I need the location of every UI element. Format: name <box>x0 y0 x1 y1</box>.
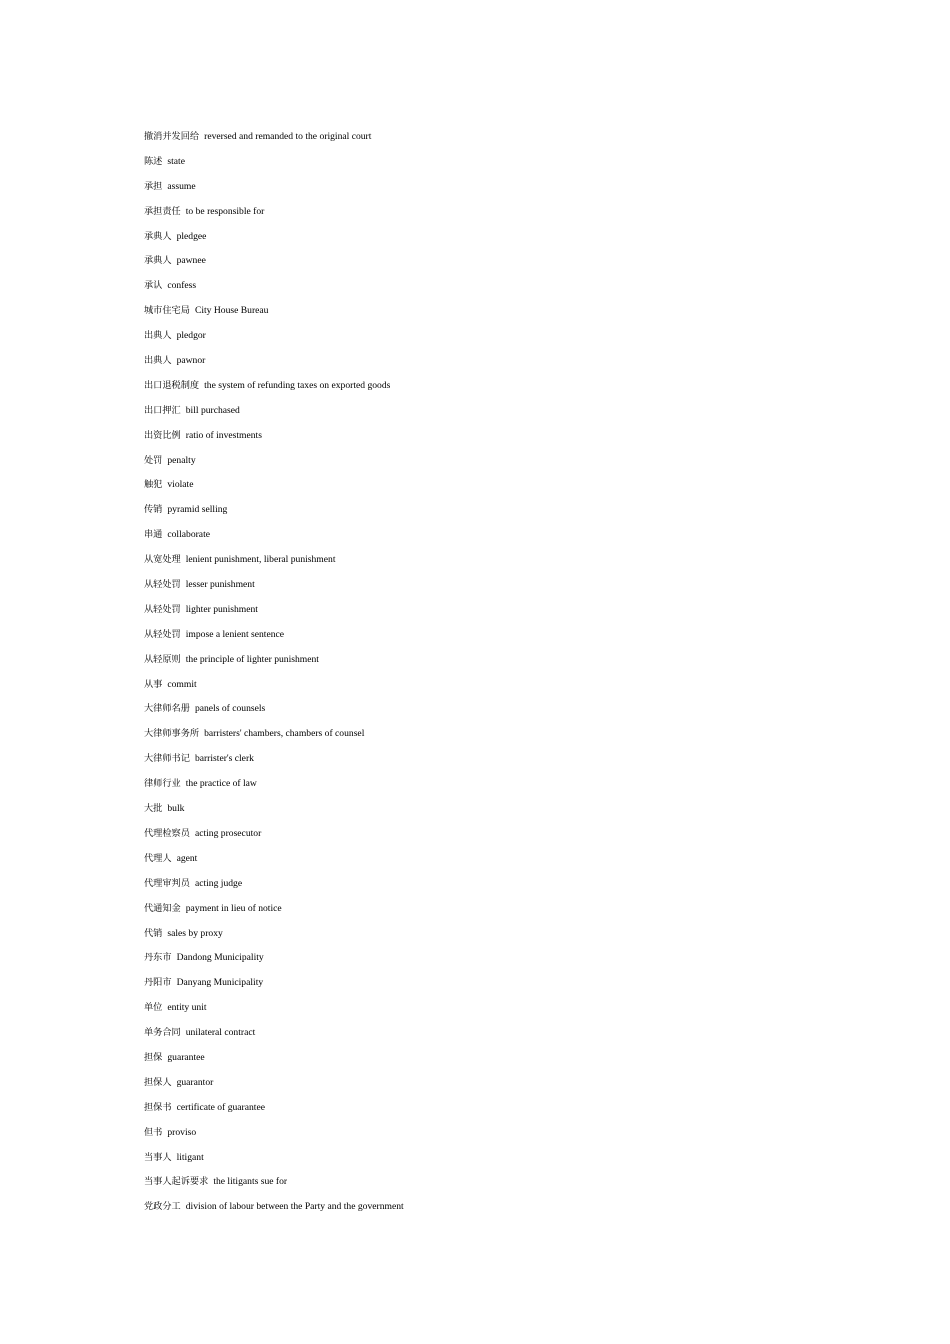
english-term: lesser punishment <box>185 579 255 591</box>
glossary-entry <box>144 451 844 476</box>
chinese-term: 从轻处罚 <box>144 603 181 615</box>
chinese-term: 出资比例 <box>144 429 181 441</box>
chinese-term: 触犯 <box>144 479 163 491</box>
glossary-entry <box>144 276 844 301</box>
glossary-entry <box>144 824 844 849</box>
english-term: certificate of guarantee <box>176 1101 265 1113</box>
chinese-term: 出典人 <box>144 330 172 342</box>
glossary-entry <box>144 1048 844 1073</box>
glossary-entry <box>144 849 844 874</box>
glossary-entry <box>144 177 844 202</box>
english-term: pledgee <box>176 230 207 242</box>
chinese-term: 代理人 <box>144 852 172 864</box>
english-term: ratio of investments <box>185 429 262 441</box>
chinese-term: 处罚 <box>144 454 163 466</box>
glossary-entry <box>144 550 844 575</box>
english-term: to be responsible for <box>185 205 265 217</box>
english-term: confess <box>167 280 197 292</box>
chinese-term: 代销 <box>144 927 163 939</box>
english-term: acting prosecutor <box>194 827 262 839</box>
glossary-entry <box>144 426 844 451</box>
glossary-entry <box>144 401 844 426</box>
chinese-term: 当事人起诉要求 <box>144 1176 209 1188</box>
english-term: penalty <box>167 454 196 466</box>
english-term: guarantor <box>176 1076 214 1088</box>
english-term: division of labour between the Party and the government <box>185 1201 404 1213</box>
english-term: Dandong Municipality <box>176 952 264 964</box>
english-term: lenient punishment, liberal punishment <box>185 554 336 566</box>
chinese-term: 承担责任 <box>144 205 181 217</box>
chinese-term: 担保人 <box>144 1076 172 1088</box>
english-term: bulk <box>167 803 185 815</box>
glossary-entry <box>144 500 844 525</box>
english-term: City House Bureau <box>194 305 269 317</box>
english-term: pledgor <box>176 330 206 342</box>
english-term: pyramid selling <box>167 504 228 516</box>
glossary-entry <box>144 575 844 600</box>
glossary-entry <box>144 475 844 500</box>
glossary-entry <box>144 1172 844 1197</box>
chinese-term: 大批 <box>144 803 163 815</box>
english-term: pawnor <box>176 355 206 367</box>
chinese-term: 从轻原则 <box>144 653 181 665</box>
chinese-term: 代通知金 <box>144 902 181 914</box>
chinese-term: 大律师书记 <box>144 753 190 765</box>
chinese-term: 单位 <box>144 1002 163 1014</box>
glossary-entry <box>144 724 844 749</box>
english-term: acting judge <box>194 877 243 889</box>
chinese-term: 担保 <box>144 1051 163 1063</box>
chinese-term: 大律师名册 <box>144 703 190 715</box>
glossary-entry <box>144 301 844 326</box>
chinese-term: 党政分工 <box>144 1201 181 1213</box>
chinese-term: 从宽处理 <box>144 554 181 566</box>
chinese-term: 但书 <box>144 1126 163 1138</box>
glossary-entry <box>144 625 844 650</box>
english-term: violate <box>167 479 194 491</box>
glossary-entry <box>144 376 844 401</box>
english-term: lighter punishment <box>185 603 258 615</box>
glossary-entry <box>144 227 844 252</box>
glossary-entry <box>144 351 844 376</box>
glossary-entry <box>144 973 844 998</box>
chinese-term: 承担 <box>144 180 163 192</box>
english-term: the practice of law <box>185 778 257 790</box>
chinese-term: 传销 <box>144 504 163 516</box>
english-term: sales by proxy <box>167 927 223 939</box>
glossary-entry <box>144 127 844 152</box>
english-term: commit <box>167 678 197 690</box>
glossary-entry <box>144 948 844 973</box>
glossary-entry <box>144 924 844 949</box>
glossary-entry <box>144 1023 844 1048</box>
english-term: the system of refunding taxes on exported goods <box>204 379 391 391</box>
glossary-entry <box>144 251 844 276</box>
chinese-term: 当事人 <box>144 1151 172 1163</box>
glossary-entry <box>144 326 844 351</box>
chinese-term: 从轻处罚 <box>144 628 181 640</box>
english-term: the litigants sue for <box>213 1176 288 1188</box>
glossary-entry <box>144 1073 844 1098</box>
english-term: reversed and remanded to the original court <box>204 131 372 142</box>
english-term: unilateral contract <box>185 1027 256 1039</box>
chinese-term: 律师行业 <box>144 778 181 790</box>
chinese-term: 从事 <box>144 678 163 690</box>
chinese-term: 代理检察员 <box>144 827 190 839</box>
english-term: state <box>167 155 185 167</box>
chinese-term: 单务合同 <box>144 1027 181 1039</box>
english-term: Danyang Municipality <box>176 977 264 989</box>
glossary-entry <box>144 202 844 227</box>
chinese-term: 出口退税制度 <box>144 379 200 391</box>
glossary-entry <box>144 650 844 675</box>
glossary-entry <box>144 799 844 824</box>
chinese-term: 出口押汇 <box>144 404 181 416</box>
english-term: payment in lieu of notice <box>185 902 282 914</box>
chinese-term: 丹阳市 <box>144 977 172 989</box>
chinese-term: 丹东市 <box>144 952 172 964</box>
english-term: guarantee <box>167 1051 205 1063</box>
glossary-entry <box>144 749 844 774</box>
glossary-entry <box>144 699 844 724</box>
chinese-term: 出典人 <box>144 355 172 367</box>
glossary-entry <box>144 1148 844 1173</box>
english-term: the principle of lighter punishment <box>185 653 319 665</box>
chinese-term: 陈述 <box>144 155 163 167</box>
glossary-entry <box>144 525 844 550</box>
glossary-entry <box>144 1197 844 1222</box>
chinese-term: 城市住宅局 <box>144 305 190 317</box>
english-term: litigant <box>176 1151 204 1163</box>
glossary-entry <box>144 675 844 700</box>
glossary-list <box>144 127 844 1222</box>
english-term: barrister's clerk <box>194 753 254 765</box>
english-term: panels of counsels <box>194 703 266 715</box>
english-term: agent <box>176 852 198 864</box>
english-term: assume <box>167 180 196 192</box>
chinese-term: 承典人 <box>144 255 172 267</box>
glossary-entry <box>144 774 844 799</box>
glossary-entry <box>144 998 844 1023</box>
english-term: proviso <box>167 1126 197 1138</box>
english-term: impose a lenient sentence <box>185 628 285 640</box>
chinese-term: 承认 <box>144 280 163 292</box>
english-term: pawnee <box>176 255 206 267</box>
chinese-term: 撤消并发回给 <box>144 131 200 142</box>
english-term: entity unit <box>167 1002 207 1014</box>
glossary-entry <box>144 1098 844 1123</box>
chinese-term: 大律师事务所 <box>144 728 200 740</box>
glossary-entry <box>144 899 844 924</box>
chinese-term: 担保书 <box>144 1101 172 1113</box>
glossary-entry <box>144 600 844 625</box>
glossary-entry <box>144 1123 844 1148</box>
glossary-entry <box>144 874 844 899</box>
chinese-term: 承典人 <box>144 230 172 242</box>
chinese-term: 代理审判员 <box>144 877 190 889</box>
glossary-entry <box>144 152 844 177</box>
english-term: collaborate <box>167 529 210 541</box>
chinese-term: 串通 <box>144 529 163 541</box>
english-term: bill purchased <box>185 404 240 416</box>
english-term: barristers' chambers, chambers of counsel <box>204 728 365 740</box>
chinese-term: 从轻处罚 <box>144 579 181 591</box>
